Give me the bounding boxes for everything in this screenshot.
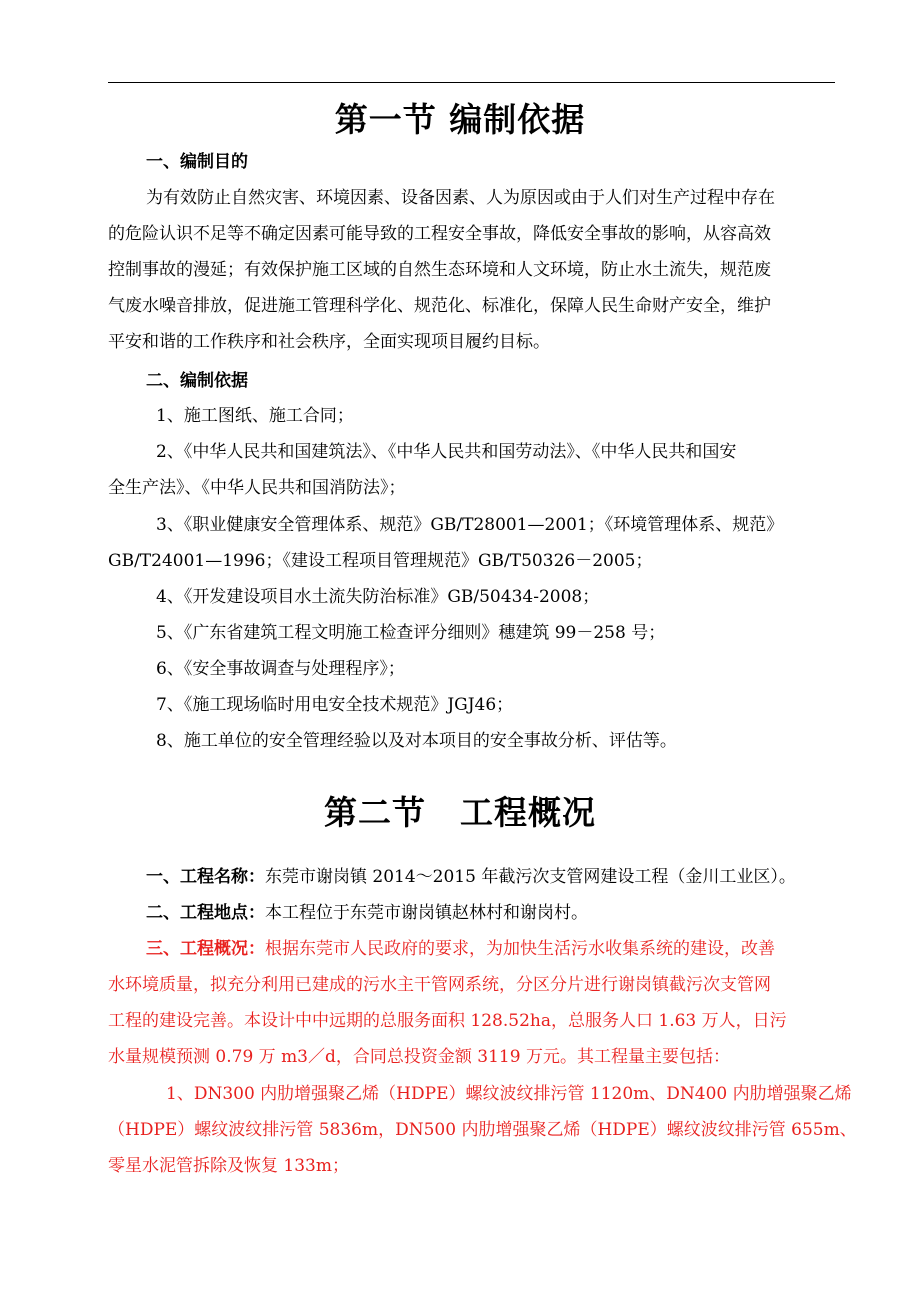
basis-item-8: 8、施工单位的安全管理经验以及对本项目的安全事故分析、评估等。 bbox=[156, 731, 677, 751]
project-name-value: 东莞市谢岗镇 2014～2015 年截污次支管网建设工程（金川工业区）。 bbox=[265, 867, 796, 887]
section1-title: 第一节 编制依据 bbox=[334, 100, 586, 139]
basis-item-3-cont: GB/T24001—1996；《建设工程项目管理规范》GB/T50326－2005； bbox=[108, 551, 653, 571]
purpose-line-5: 平安和谐的工作秩序和社会秩序，全面实现项目履约目标。 bbox=[108, 332, 550, 352]
basis-item-2: 2、《中华人民共和国建筑法》、《中华人民共和国劳动法》、《中华人民共和国安 bbox=[156, 442, 737, 462]
overview-first-line: 根据东莞市人民政府的要求，为加快生活污水收集系统的建设，改善 bbox=[265, 939, 775, 959]
basis-heading: 二、编制依据 bbox=[146, 371, 248, 391]
purpose-line-2: 的危险认识不足等不确定因素可能导致的工程安全事故，降低安全事故的影响，从容高效 bbox=[108, 224, 771, 244]
project-site-row bbox=[146, 901, 588, 925]
project-site-label: 二、工程地点： bbox=[146, 903, 265, 923]
purpose-heading: 一、编制目的 bbox=[146, 152, 248, 172]
basis-item-6: 6、《安全事故调查与处理程序》； bbox=[156, 659, 405, 679]
quantity-line-3: 零星水泥管拆除及恢复 133m； bbox=[108, 1156, 349, 1176]
section2-title: 第二节 工程概况 bbox=[324, 793, 596, 832]
project-name-label: 一、工程名称： bbox=[146, 867, 265, 887]
purpose-line-3: 控制事故的漫延；有效保护施工区域的自然生态环境和人文环境，防止水土流失，规范废 bbox=[108, 260, 771, 280]
quantity-line-1: 1、DN300 内肋增强聚乙烯（HDPE）螺纹波纹排污管 1120m、DN400 内肋增强聚乙烯 bbox=[166, 1084, 852, 1104]
basis-item-2-cont: 全生产法》、《中华人民共和国消防法》； bbox=[108, 478, 406, 498]
project-site-value: 本工程位于东莞市谢岗镇赵林村和谢岗村。 bbox=[265, 903, 588, 923]
basis-item-7: 7、《施工现场临时用电安全技术规范》JGJ46； bbox=[156, 695, 514, 715]
overview-line-3: 工程的建设完善。本设计中中远期的总服务面积 128.52ha，总服务人口 1.63 万人，日污 bbox=[108, 1011, 787, 1031]
header-rule bbox=[108, 82, 835, 83]
purpose-line-4: 气废水噪音排放，促进施工管理科学化、规范化、标准化，保障人民生命财产安全，维护 bbox=[108, 296, 771, 316]
overview-line-2: 水环境质量，拟充分利用已建成的污水主干管网系统，分区分片进行谢岗镇截污次支管网 bbox=[108, 975, 771, 995]
overview-label: 三、工程概况： bbox=[146, 939, 265, 959]
project-name-row bbox=[146, 865, 796, 889]
overview-line-4: 水量规模预测 0.79 万 m3／d，合同总投资金额 3119 万元。其工程量主要包括： bbox=[108, 1047, 730, 1067]
basis-item-1: 1、施工图纸、施工合同； bbox=[156, 406, 354, 426]
quantity-line-2: （HDPE）螺纹波纹排污管 5836m，DN500 内肋增强聚乙烯（HDPE）螺纹波纹排污管 655m、 bbox=[108, 1120, 857, 1140]
basis-item-5: 5、《广东省建筑工程文明施工检查评分细则》穗建筑 99－258 号； bbox=[156, 623, 666, 643]
basis-item-4: 4、《开发建设项目水土流失防治标准》GB/50434-2008； bbox=[156, 587, 600, 607]
purpose-line-1: 为有效防止自然灾害、环境因素、设备因素、人为原因或由于人们对生产过程中存在 bbox=[146, 188, 775, 208]
overview-row bbox=[146, 937, 775, 961]
basis-item-3: 3、《职业健康安全管理体系、规范》GB/T28001—2001；《环境管理体系、规范》 bbox=[156, 515, 784, 535]
